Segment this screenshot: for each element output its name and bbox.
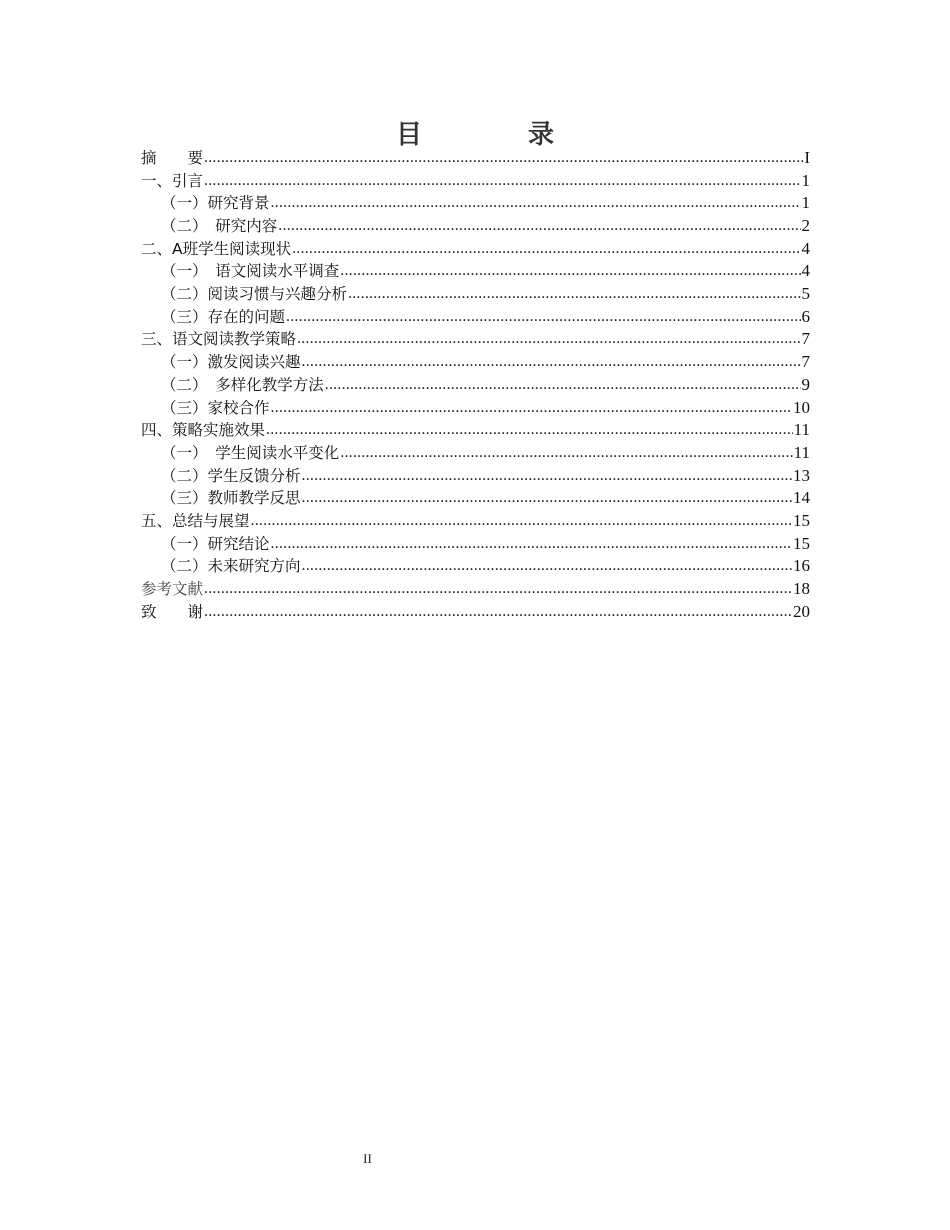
- toc-entry[interactable]: [141, 397, 810, 420]
- toc-entry-label: 一、引言: [141, 171, 204, 190]
- toc-entry[interactable]: [141, 419, 810, 442]
- toc-entry-label: （二）未来研究方向: [161, 557, 301, 576]
- toc-entry[interactable]: [141, 170, 810, 193]
- toc-entry-label: （一） 语文阅读水平调查: [161, 262, 340, 281]
- toc-entry-page: 16: [793, 556, 810, 576]
- toc-entry[interactable]: [141, 601, 810, 624]
- toc-entry-label: （二） 多样化教学方法: [161, 375, 324, 394]
- toc-entry-page: 15: [793, 533, 810, 553]
- dot-leader: [278, 215, 800, 238]
- toc-entry[interactable]: [141, 329, 810, 352]
- toc-entry[interactable]: [141, 351, 810, 374]
- toc-entry-label: （三）存在的问题: [161, 307, 286, 326]
- toc-entry[interactable]: [141, 147, 810, 170]
- toc-entry-page: 4: [801, 261, 810, 281]
- dot-leader: [302, 351, 801, 374]
- toc-entry-label: 二、A班学生阅读现状: [141, 239, 292, 258]
- toc-entry-label: 四、策略实施效果: [141, 421, 266, 440]
- toc-entry[interactable]: [141, 487, 810, 510]
- dot-leader: [204, 601, 792, 624]
- dot-leader: [251, 510, 792, 533]
- dot-leader: [340, 442, 792, 465]
- dot-leader: [297, 328, 800, 351]
- toc-entry-label: 三、语文阅读教学策略: [141, 330, 297, 349]
- toc-entry-label: （三）教师教学反思: [161, 489, 301, 508]
- dot-leader: [292, 238, 800, 261]
- dot-leader: [302, 465, 792, 488]
- dot-leader: [348, 283, 800, 306]
- toc-entry-page: 14: [793, 488, 810, 508]
- toc-entry-page: 11: [793, 442, 810, 462]
- toc-entry[interactable]: [141, 238, 810, 261]
- toc-entry-label: 摘 要: [141, 148, 204, 167]
- dot-leader: [302, 555, 792, 578]
- toc-entry-page: 13: [793, 465, 810, 485]
- toc-entry[interactable]: [141, 442, 810, 465]
- page-title: 目 录: [395, 120, 594, 150]
- toc-entry-page: 7: [801, 352, 810, 372]
- toc-entry-label: （一）激发阅读兴趣: [161, 353, 301, 372]
- toc-entry[interactable]: [141, 374, 810, 397]
- toc-entry-label: 致 谢: [141, 602, 204, 621]
- toc-entry-page: 20: [793, 601, 810, 621]
- toc-entry-page: 1: [801, 170, 810, 190]
- toc-entry-page: 10: [793, 397, 810, 417]
- toc-entry[interactable]: [141, 578, 810, 601]
- toc-entry-label: 参考文献: [141, 580, 204, 599]
- toc-entry-label: （二）阅读习惯与兴趣分析: [161, 285, 348, 304]
- dot-leader: [286, 306, 800, 329]
- toc-entry[interactable]: [141, 306, 810, 329]
- toc-entry-page: 11: [793, 420, 810, 440]
- toc-entry-page: 9: [801, 374, 810, 394]
- dot-leader: [266, 419, 793, 442]
- toc-entry-label: （三）家校合作: [161, 398, 270, 417]
- toc-entry-label: （一） 学生阅读水平变化: [161, 443, 340, 462]
- toc-entry[interactable]: [141, 465, 810, 488]
- toc-entry-label: （一）研究结论: [161, 534, 270, 553]
- toc-entry[interactable]: [141, 533, 810, 556]
- toc-entry[interactable]: [141, 510, 810, 533]
- dot-leader: [325, 374, 801, 397]
- dot-leader: [340, 260, 800, 283]
- dot-leader: [302, 487, 792, 510]
- toc-entry-page: I: [804, 147, 810, 167]
- toc-entry-label: （一）研究背景: [161, 194, 270, 213]
- toc-entry[interactable]: [141, 555, 810, 578]
- dot-leader: [204, 170, 800, 193]
- toc-entry-page: 15: [793, 510, 810, 530]
- table-of-contents: [141, 147, 810, 623]
- toc-entry-page: 7: [801, 329, 810, 349]
- toc-entry[interactable]: [141, 283, 810, 306]
- toc-entry-page: 5: [801, 284, 810, 304]
- toc-entry[interactable]: [141, 260, 810, 283]
- dot-leader: [204, 578, 792, 601]
- dot-leader: [271, 397, 792, 420]
- dot-leader: [271, 192, 801, 215]
- dot-leader: [271, 533, 792, 556]
- toc-entry[interactable]: [141, 192, 810, 215]
- dot-leader: [204, 147, 803, 170]
- toc-entry-label: （二）学生反馈分析: [161, 466, 301, 485]
- toc-entry[interactable]: [141, 215, 810, 238]
- toc-entry-page: 6: [801, 306, 810, 326]
- toc-entry-page: 4: [801, 238, 810, 258]
- toc-entry-page: 18: [793, 579, 810, 599]
- toc-entry-label: 五、总结与展望: [141, 511, 250, 530]
- toc-entry-label: （二） 研究内容: [161, 217, 278, 236]
- page-number: II: [363, 1151, 372, 1166]
- toc-entry-page: 2: [801, 216, 810, 236]
- toc-entry-page: 1: [801, 193, 810, 213]
